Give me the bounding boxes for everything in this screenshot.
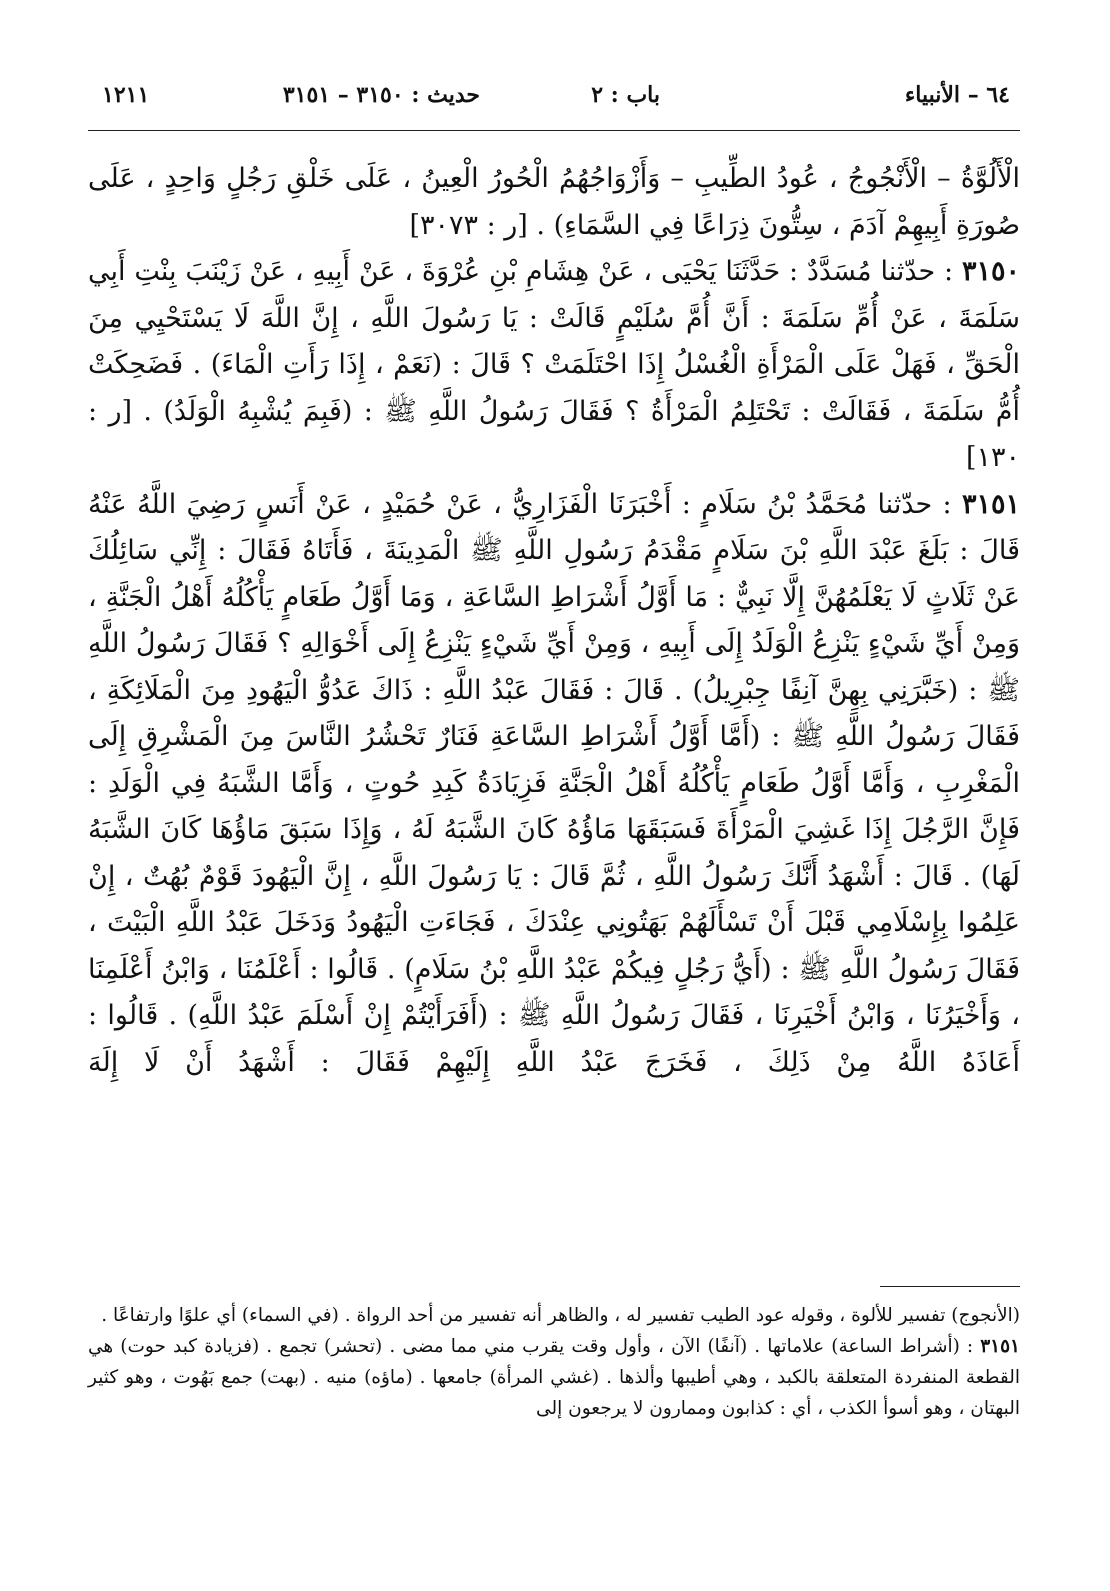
footnote-1: (الأنجوج) تفسير للألوة ، وقوله عود الطيب تفسير له ، والظاهر أنه تفسير من أحد الرواة . (في السماء) أي علوًا وارتفاعًا .	[101, 1305, 1020, 1326]
hadith-3150	[88, 249, 1020, 482]
footnote-divider	[880, 1286, 1020, 1287]
bab-label: باب : ٢	[591, 82, 660, 108]
hadith-3151	[88, 482, 1020, 1087]
main-text	[88, 156, 1020, 1086]
hadith-number: ٣١٥١	[961, 488, 1020, 520]
chapter-title: ٦٤ – الأنبياء	[904, 82, 1010, 108]
footnote-3151	[88, 1331, 1020, 1424]
paragraph-continuation: الْأَلُوَّةُ – الْأَنْجُوجُ ، عُودُ الطِّيبِ – وَأَزْوَاجُهُمُ الْحُورُ الْعِينُ ، عَلَى خَلْقِ رَجُلٍ وَاحِدٍ ، عَلَى صُورَةِ أَبِيهِمْ آدَمَ ، سِتُّونَ ذِرَاعًا فِي السَّمَاءِ) . [ر : ٣٠٧٣]	[88, 163, 1020, 241]
hadith-number: ٣١٥٠	[961, 256, 1020, 287]
footnote-number: ٣١٥١	[980, 1336, 1020, 1357]
hadith-text: : حدّثنا مُحَمَّدُ بْنُ سَلَامٍ : أَخْبَرَنَا الْفَزَارِيُّ ، عَنْ حُمَيْدٍ ، عَنْ أَنَسٍ رَضِيَ اللَّهُ عَنْهُ قَالَ : بَلَغَ عَبْدَ اللَّهِ بْنَ سَلَامٍ مَقْدَمُ رَسُولِ اللَّهِ ﷺ الْمَدِينَةَ ، فَأَتَاهُ فَقَالَ : إِنِّي سَائِلُكَ عَنْ ثَلَاثٍ لَا يَعْلَمُهُنَّ إِلَّا نَبِيٌّ : مَا أَوَّلُ أَشْرَاطِ السَّاعَةِ ، وَمَا أَوَّلُ طَعَامٍ يَأْكُلُهُ أَهْلُ الْجَنَّةِ ، وَمِنْ أَيِّ شَيْءٍ يَنْزِعُ الْوَلَدُ إِلَى أَبِيهِ ، وَمِنْ أَيِّ شَيْءٍ يَنْزِعُ إِلَى أَخْوَالِهِ ؟ فَقَالَ رَسُولُ اللَّهِ ﷺ : (خَبَّرَنِي بِهِنَّ آنِفًا جِبْرِيلُ) . قَالَ : فَقَالَ عَبْدُ اللَّهِ : ذَاكَ عَدُوُّ الْيَهُودِ مِنَ الْمَلَائِكَةِ ، فَقَالَ رَسُولُ اللَّهِ ﷺ : (أَمَّا أَوَّلُ أَشْرَاطِ السَّاعَةِ فَنَارٌ تَحْشُرُ النَّاسَ مِنَ الْمَشْرِقِ إِلَى الْمَغْرِبِ ، وَأَمَّا أَوَّلُ طَعَامٍ يَأْكُلُهُ أَهْلُ الْجَنَّةِ فَزِيَادَةُ كَبِدِ حُوتٍ ، وَأَمَّا الشَّبَهُ فِي الْوَلَدِ : فَإِنَّ الرَّجُلَ إِذَا غَشِيَ الْمَرْأَةَ فَسَبَقَهَا مَاؤُهُ كَانَ الشَّبَهُ لَهُ ، وَإِذَا سَبَقَ مَاؤُهَا كَانَ الشَّبَهُ لَهَا) . قَالَ : أَشْهَدُ أَنَّكَ رَسُولُ اللَّهِ ، ثُمَّ قَالَ : يَا رَسُولَ اللَّهِ ، إِنَّ الْيَهُودَ قَوْمٌ بُهُتٌ ، إِنْ عَلِمُوا بِإِسْلَامِي قَبْلَ أَنْ تَسْأَلَهُمْ بَهَتُونِي عِنْدَكَ ، فَجَاءَتِ الْيَهُودُ وَدَخَلَ عَبْدُ اللَّهِ الْبَيْتَ ، فَقَالَ رَسُولُ اللَّهِ ﷺ : (أَيُّ رَجُلٍ فِيكُمْ عَبْدُ اللَّهِ بْنُ سَلَامٍ) . قَالُوا : أَعْلَمُنَا ، وَابْنُ أَعْلَمِنَا ، وَأَخْيَرُنَا ، وَابْنُ أَخْيَرِنَا ، فَقَالَ رَسُولُ اللَّهِ ﷺ : (أَفَرَأَيْتُمْ إِنْ أَسْلَمَ عَبْدُ اللَّهِ) . قَالُوا : أَعَاذَهُ اللَّهُ مِنْ ذَلِكَ ، فَخَرَجَ عَبْدُ اللَّهِ إِلَيْهِمْ فَقَالَ : أَشْهَدُ أَنْ لَا إِلَهَ	[88, 488, 1020, 1078]
hadith-text: : حدّثنا مُسَدَّدٌ : حَدَّثَنَا يَحْيَى ، عَنْ هِشَامِ بْنِ عُرْوَةَ ، عَنْ أَبِيهِ ، عَنْ زَيْنَبَ بِنْتِ أَبِي سَلَمَةَ ، عَنْ أُمِّ سَلَمَةَ : أَنَّ أُمَّ سُلَيْمٍ قَالَتْ : يَا رَسُولَ اللَّهِ ، إِنَّ اللَّهَ لَا يَسْتَحْيِي مِنَ الْحَقِّ ، فَهَلْ عَلَى الْمَرْأَةِ الْغُسْلُ إِذَا احْتَلَمَتْ ؟ قَالَ : (نَعَمْ ، إِذَا رَأَتِ الْمَاءَ) . فَضَحِكَتْ أُمُّ سَلَمَةَ ، فَقَالَتْ : تَحْتَلِمُ الْمَرْأَةُ ؟ فَقَالَ رَسُولُ اللَّهِ ﷺ : (فَبِمَ يُشْبِهُ الْوَلَدُ) . [ر : ١٣٠]	[88, 256, 1020, 473]
header-divider	[88, 130, 1020, 131]
footnotes	[88, 1300, 1020, 1424]
running-head	[88, 78, 1020, 114]
book-page	[88, 78, 1020, 1558]
page-number: ١٢١١	[102, 82, 150, 108]
footnote-text: : (أشراط الساعة) علاماتها . (آنفًا) الآن ، وأول وقت يقرب مني مما مضى . (تحشر) تجمع . (فزيادة كبد حوت) هي القطعة المنفردة المتعلقة بالكبد ، وهي أطيبها وألذها . (غشي المرأة) جامعها . (ماؤه) منيه . (بهت) جمع بَهُوت ، وهو كثير البهتان ، وهو أسوأ الكذب ، أي : كذابون وممارون لا يرجعون إلى	[88, 1336, 1020, 1419]
hadith-range: حديث : ٣١٥٠ – ٣١٥١	[282, 82, 480, 108]
